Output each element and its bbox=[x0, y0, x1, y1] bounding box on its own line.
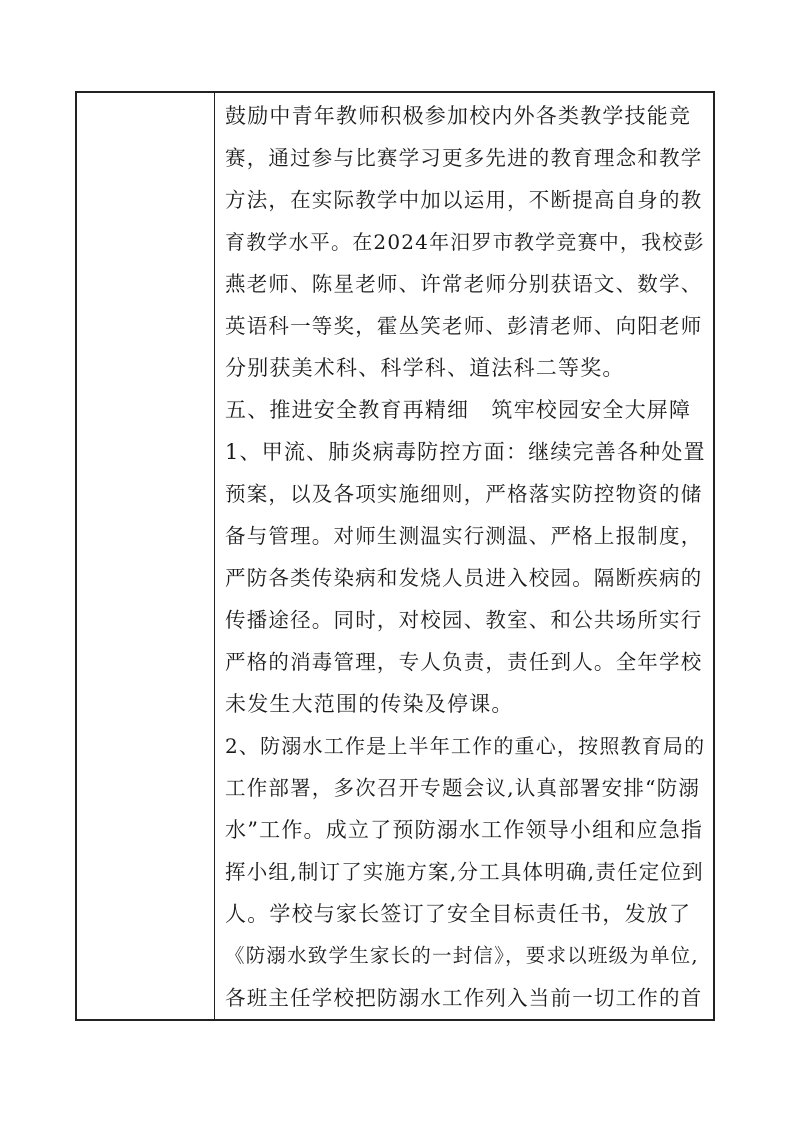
text-line: 2、防溺水工作是上半年工作的重心，按照教育局的 bbox=[225, 734, 706, 758]
text-line: 赛，通过参与比赛学习更多先进的教育理念和教学 bbox=[225, 146, 703, 170]
text-line: 分别获美术科、科学科、道法科二等奖。 bbox=[225, 356, 625, 380]
text-line: 备与管理。对师生测温实行测温、严格上报制度， bbox=[225, 524, 703, 548]
text-line: 1、甲流、肺炎病毒防控方面：继续完善各种处置 bbox=[225, 440, 706, 464]
text-line: 各班主任学校把防溺水工作列入当前一切工作的首 bbox=[225, 986, 703, 1010]
section-heading: 五、推进安全教育再精细 筑牢校园安全大屏障 bbox=[225, 398, 692, 422]
text-line: 挥小组,制订了实施方案,分工具体明确,责任定位到 bbox=[225, 860, 704, 884]
text-line: 燕老师、陈星老师、许常老师分别获语文、数学、 bbox=[225, 272, 703, 296]
text-line: 英语科一等奖，霍丛笑老师、彭清老师、向阳老师 bbox=[225, 314, 703, 338]
text-line: 育教学水平。在2024年汨罗市教学竞赛中，我校彭 bbox=[225, 230, 705, 254]
text-line: 人。学校与家长签订了安全目标责任书，发放了 bbox=[225, 902, 692, 926]
text-line: 鼓励中青年教师积极参加校内外各类教学技能竞 bbox=[225, 104, 692, 128]
text-line: 未发生大范围的传染及停课。 bbox=[225, 692, 514, 716]
table-left-column bbox=[77, 93, 215, 1019]
text-line: 方法，在实际教学中加以运用，不断提高自身的教 bbox=[225, 188, 703, 212]
text-line: 传播途径。同时，对校园、教室、和公共场所实行 bbox=[225, 608, 703, 632]
text-line: 严格的消毒管理，专人负责，责任到人。全年学校 bbox=[225, 650, 703, 674]
text-line: 严防各类传染病和发烧人员进入校园。隔断疾病的 bbox=[225, 566, 703, 590]
document-table bbox=[75, 91, 715, 1021]
text-line: 《防溺水致学生家长的一封信》，要求以班级为单位, bbox=[225, 944, 699, 967]
table-content-cell bbox=[217, 93, 713, 1019]
text-line: 水”工作。成立了预防溺水工作领导小组和应急指 bbox=[225, 818, 704, 842]
text-line: 工作部署，多次召开专题会议,认真部署安排“防溺 bbox=[225, 776, 701, 800]
text-line: 预案，以及各项实施细则，严格落实防控物资的储 bbox=[225, 482, 703, 506]
